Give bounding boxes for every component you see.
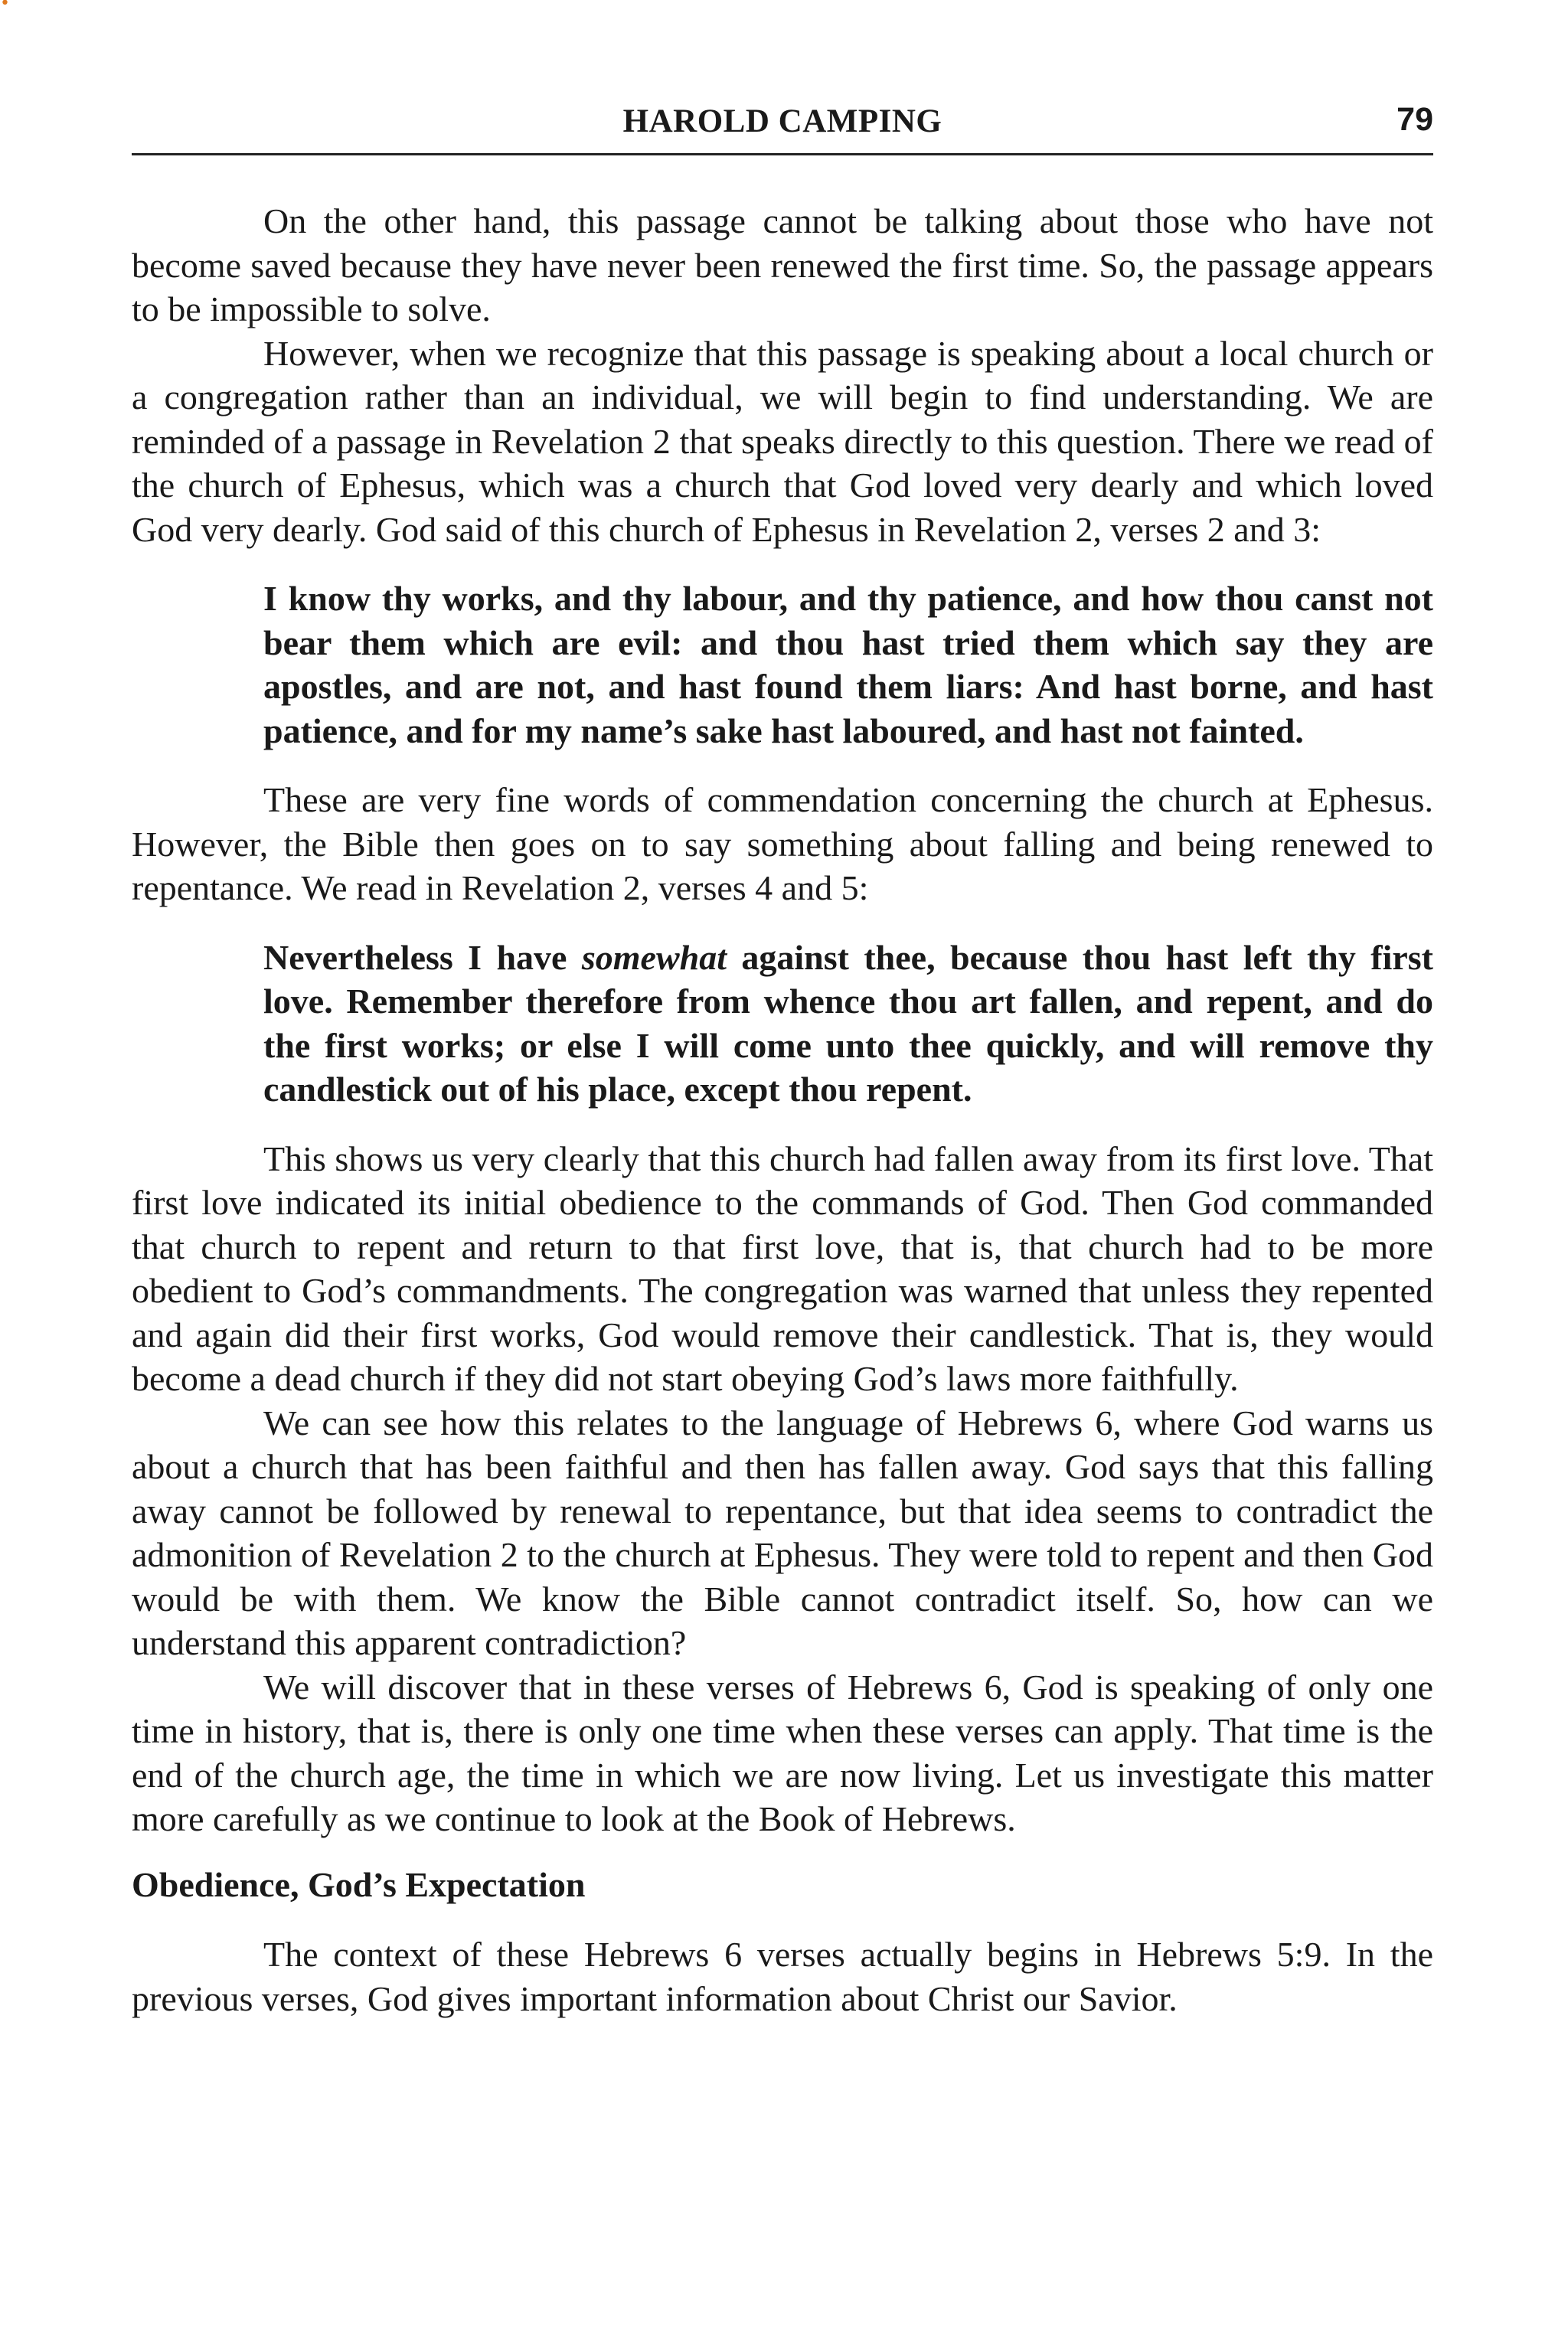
paragraph-2: However, when we recognize that this passage is speaking about a local church or a congregation rather than an individual, we will begin to find understanding. We are reminded of a passage in Revelation 2 that speaks directly to this question. There we read of the church of Ephesus, which was a church that God loved very dearly and which loved God very dearly. God said of this church of Ephesus in Revelation 2, verses 2 and 3: — [132, 333, 1433, 549]
running-head: HAROLD CAMPING — [622, 103, 942, 139]
section-heading: Obedience, God’s Expectation — [132, 1864, 586, 1904]
paragraph-3: These are very fine words of commendation concerning the church at Ephesus. However, the Bible then goes on to say something about falling and being renewed to repentance. We read in Revelation 2, verses 4 and 5: — [132, 780, 1433, 907]
page-number: 79 — [1396, 101, 1433, 138]
quote-2-italic-word: somewhat — [581, 937, 727, 977]
page-body — [132, 199, 1433, 2020]
quote-2-part-b: against thee, because thou hast left thy first love. Remember therefore from whence thou art fallen, and repent, and do the first works; or else I will come unto thee quickly, and will remove thy candlestick out of his place, except thou repent. — [263, 937, 1433, 1109]
paragraph-4: This shows us very clearly that this church had fallen away from its first love. That first love indicated its initial obedience to the commands of God. Then God commanded that church to repent and return to that first love, that is, that church had to be more obedient to God’s commandments. The congregation was warned that unless they repented and again did their first works, God would remove their candlestick. That is, they would become a dead church if they did not start obeying God’s laws more faithfully. — [132, 1138, 1433, 1398]
quote-2-part-a: Nevertheless I have — [263, 937, 582, 977]
paragraph-7: The context of these Hebrews 6 verses actually begins in Hebrews 5:9. In the previous verses, God gives important information about Christ our Savior. — [132, 1935, 1433, 2018]
paragraph-1: On the other hand, this passage cannot be talking about those who have not become saved because they have never been renewed the first time. So, the passage appears to be impossible to solve. — [132, 201, 1433, 328]
paragraph-5: We can see how this relates to the language of Hebrews 6, where God warns us about a church that has been faithful and then has fallen away. God says that this falling away cannot be followed by renewal to repentance, but that idea seems to contradict the admonition of Revelation 2 to the church at Ephesus. They were told to repent and then God would be with them. We know the Bible cannot contradict itself. So, how can we understand this apparent contradiction? — [132, 1403, 1433, 1662]
paragraph-6: We will discover that in these verses of Hebrews 6, God is speaking of only one time in history, that is, there is only one time when these verses can apply. That time is the end of the church age, the time in which we are now living. Let us investigate this matter more carefully as we continue to look at the Book of Hebrews. — [132, 1667, 1433, 1838]
scripture-quote-1: I know thy works, and thy labour, and thy patience, and how thou canst not bear them which are evil: and thou hast tried them which say they are apostles, and are not, and hast found them liars: And hast borne, and hast patience, and for my name’s sake hast laboured, and hast not fainted. — [263, 579, 1433, 750]
scripture-quote-2 — [263, 936, 1433, 1112]
corner-crop-mark: • — [0, 0, 10, 13]
page-header — [132, 98, 1433, 155]
